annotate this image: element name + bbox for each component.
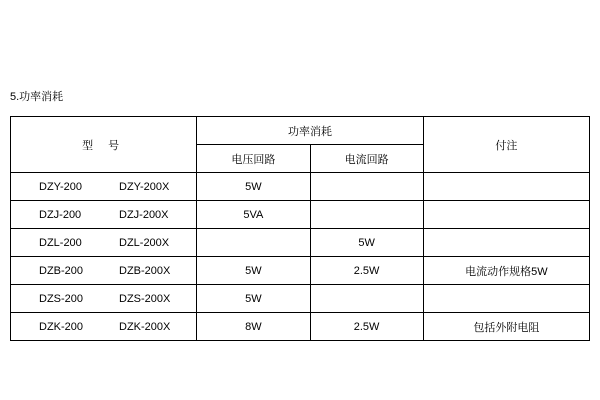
cell-note — [423, 201, 589, 229]
model-code-primary: DZJ-200 — [39, 208, 82, 221]
cell-voltage-circuit: 5W — [197, 257, 310, 285]
cell-current-circuit: 5W — [310, 229, 423, 257]
column-header-current-circuit: 电流回路 — [310, 145, 423, 173]
model-code-secondary: DZY-200X — [119, 180, 170, 193]
cell-note — [423, 229, 589, 257]
table-row — [11, 257, 590, 285]
model-code-primary: DZB-200 — [39, 264, 84, 277]
model-code-secondary: DZL-200X — [119, 236, 170, 249]
table-header — [11, 117, 590, 173]
model-code-secondary: DZK-200X — [119, 320, 171, 333]
cell-voltage-circuit — [197, 229, 310, 257]
table-row — [11, 313, 590, 341]
table-row — [11, 173, 590, 201]
table-row — [11, 229, 590, 257]
cell-voltage-circuit: 5W — [197, 173, 310, 201]
cell-voltage-circuit: 5W — [197, 285, 310, 313]
cell-current-circuit — [310, 201, 423, 229]
power-consumption-table — [10, 116, 590, 341]
cell-voltage-circuit: 8W — [197, 313, 310, 341]
cell-model — [11, 285, 197, 313]
column-header-voltage-circuit: 电压回路 — [197, 145, 310, 173]
page-title: 5.功率消耗 — [10, 91, 64, 103]
cell-voltage-circuit: 5VA — [197, 201, 310, 229]
cell-note: 电流动作规格5W — [423, 257, 589, 285]
column-header-note: 付注 — [423, 117, 589, 173]
cell-current-circuit: 2.5W — [310, 313, 423, 341]
table-row — [11, 201, 590, 229]
column-header-power-consumption: 功率消耗 — [197, 117, 423, 145]
model-code-secondary: DZS-200X — [119, 292, 171, 305]
model-code-primary: DZL-200 — [39, 236, 82, 249]
model-code-primary: DZK-200 — [39, 320, 84, 333]
model-code-primary: DZY-200 — [39, 180, 83, 193]
cell-current-circuit: 2.5W — [310, 257, 423, 285]
table-body — [11, 173, 590, 341]
cell-model — [11, 313, 197, 341]
cell-model — [11, 201, 197, 229]
cell-note — [423, 285, 589, 313]
model-code-secondary: DZB-200X — [119, 264, 171, 277]
model-code-secondary: DZJ-200X — [119, 208, 169, 221]
cell-current-circuit — [310, 285, 423, 313]
table-row — [11, 285, 590, 313]
cell-model — [11, 229, 197, 257]
cell-note: 包括外附电阻 — [423, 313, 589, 341]
model-code-primary: DZS-200 — [39, 292, 84, 305]
table-header-row-1 — [11, 117, 590, 145]
power-consumption-table-wrapper — [10, 116, 590, 341]
cell-model — [11, 173, 197, 201]
cell-current-circuit — [310, 173, 423, 201]
column-header-model: 型 号 — [11, 117, 197, 173]
cell-model — [11, 257, 197, 285]
cell-note — [423, 173, 589, 201]
